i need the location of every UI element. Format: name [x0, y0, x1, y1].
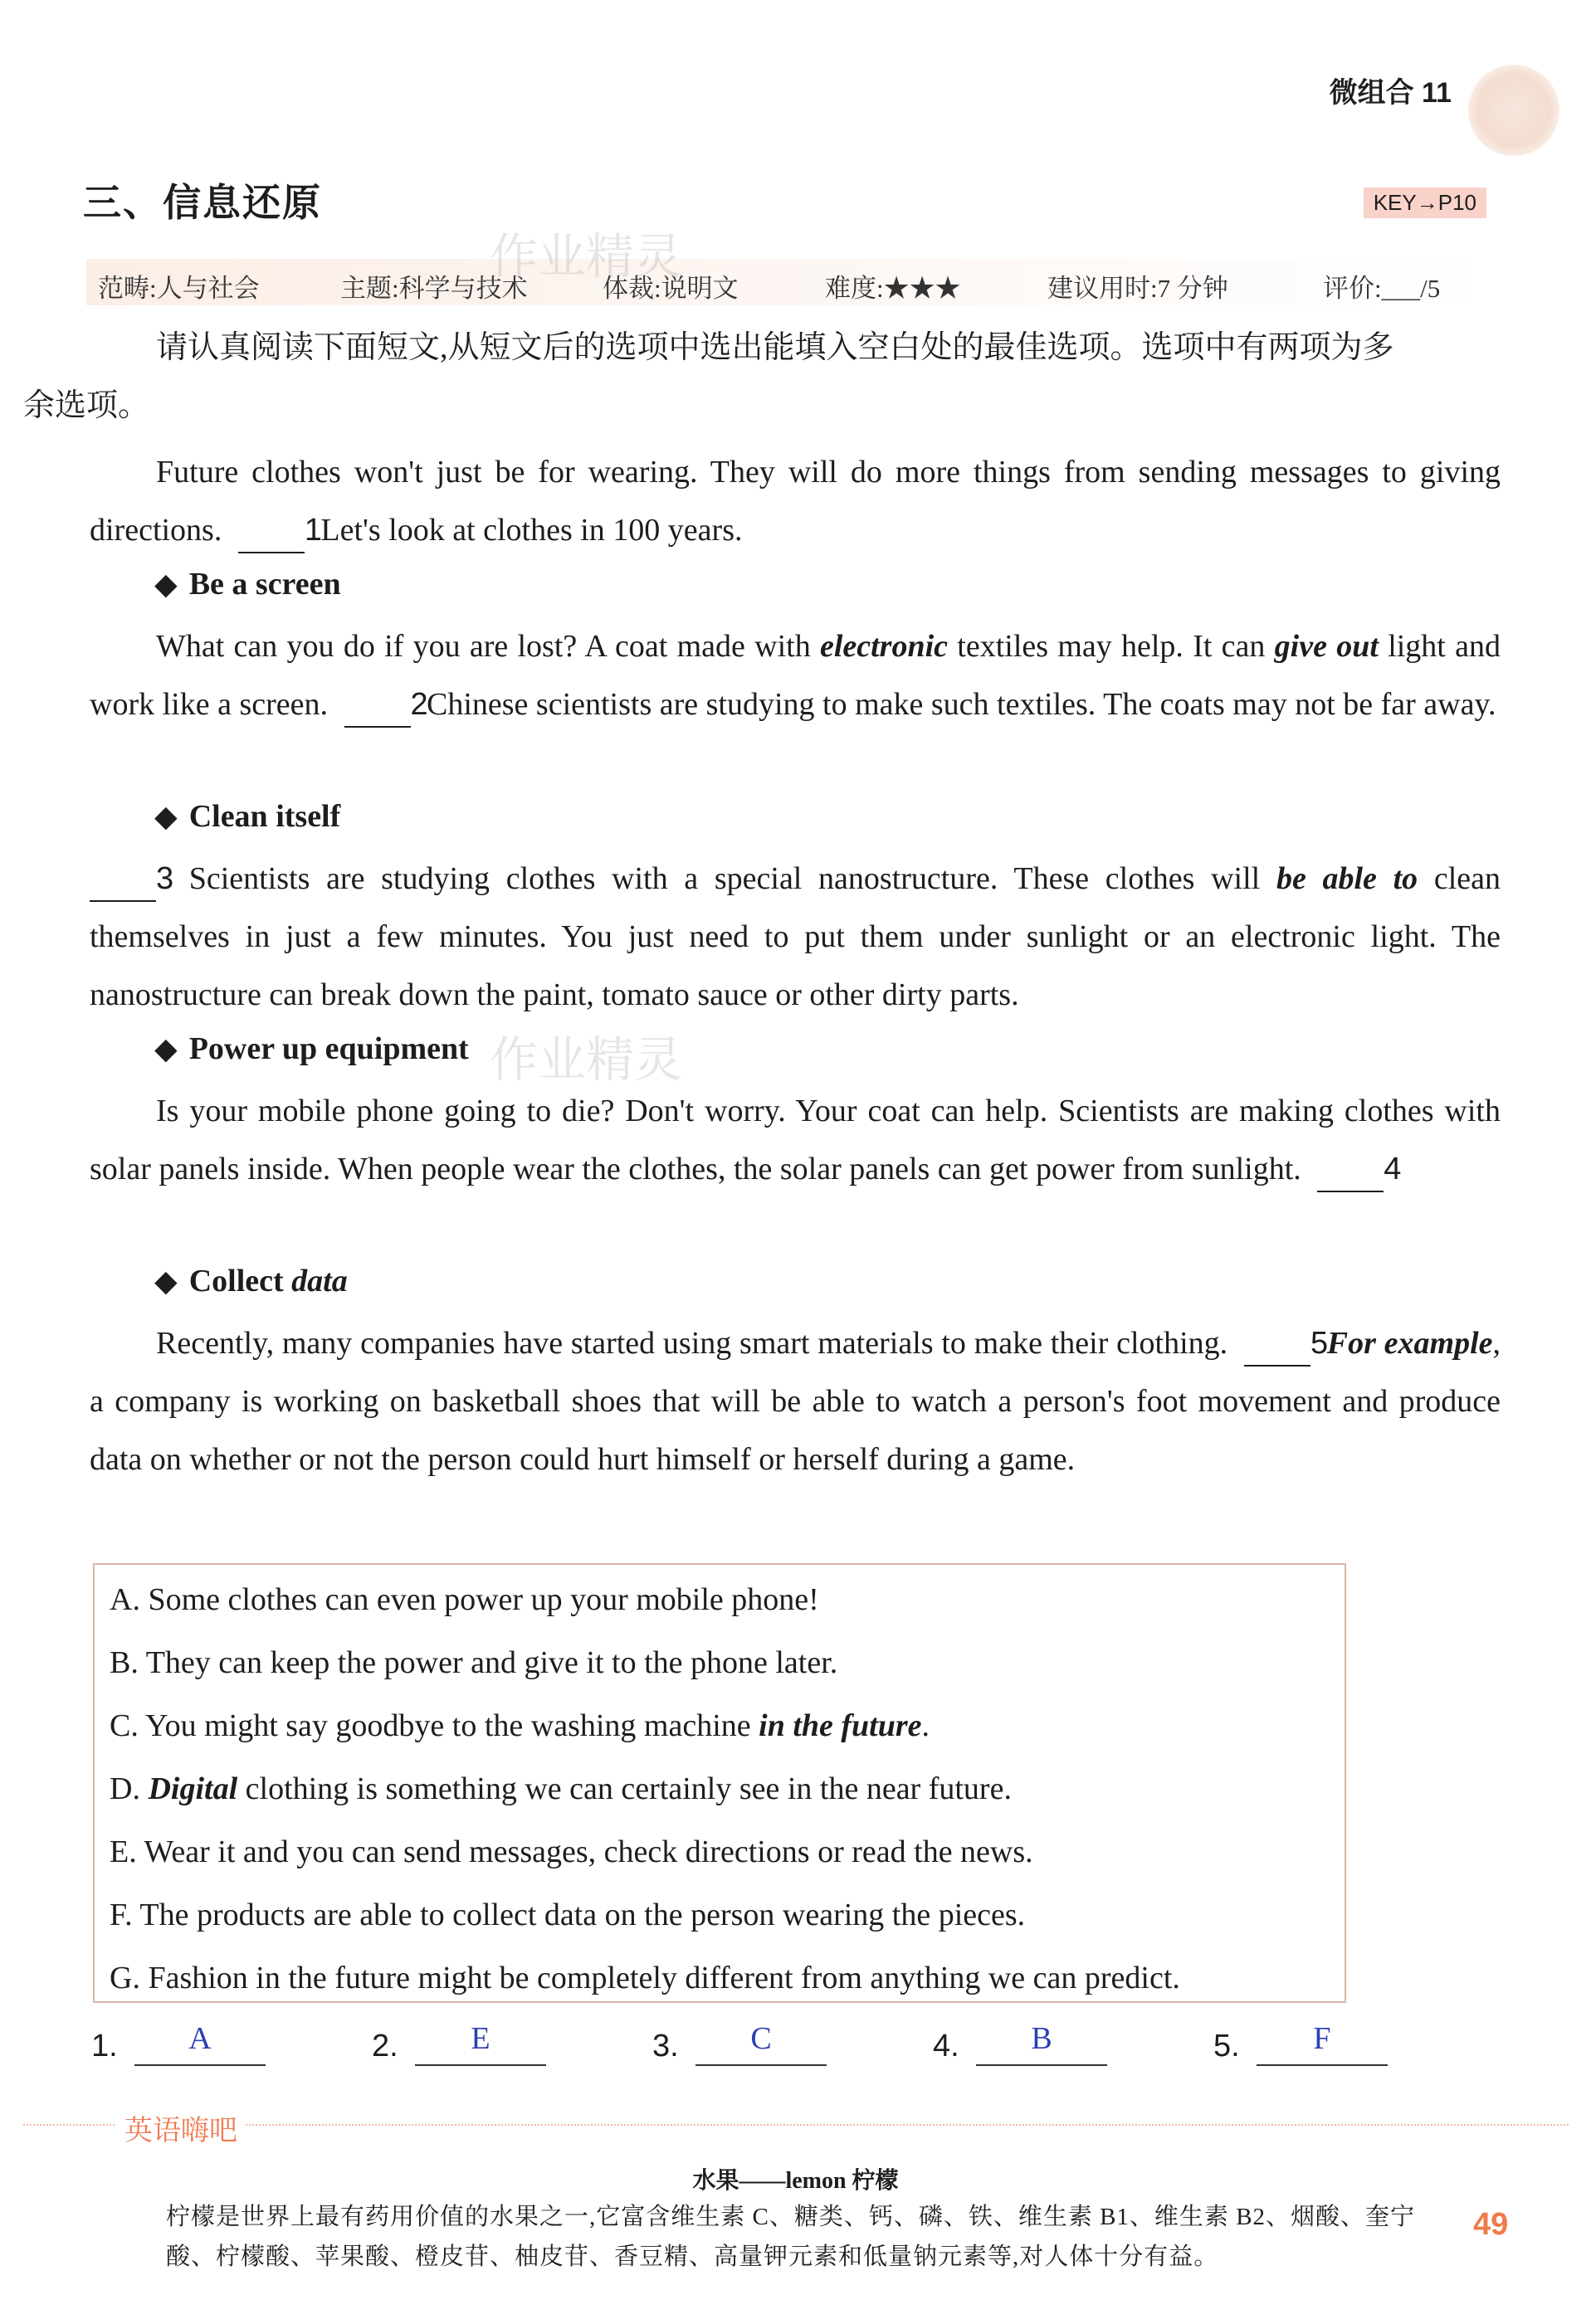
instructions-line2: 余选项。	[23, 388, 150, 423]
para-text: Recently, many companies have started using smart materials to make their clothing.	[156, 1326, 1228, 1361]
para-text: Is your mobile phone going to die? Don't worry. Your coat can help. Scientists are making clothes with solar panels inside. When people wear the clothes, the solar panels can get power from sunlight.	[90, 1094, 1501, 1186]
option-letter: F.	[110, 1898, 133, 1932]
answer-line	[695, 2064, 827, 2066]
para-text: What can you do if you are lost? A coat made with	[156, 629, 811, 664]
section-heading	[154, 1263, 348, 1299]
para-text: , a company is working on basketball shoes that will be able to watch a person's foot movement and produce data on whether or not the person could hurt himself or herself during a game.	[90, 1326, 1501, 1477]
answer-line	[415, 2064, 546, 2066]
page-number: 49	[1473, 2207, 1509, 2242]
watermark: 作业精灵	[490, 230, 683, 284]
option-text: clothing is something we can certainly see in the near future.	[245, 1771, 1012, 1806]
para-text: textiles may help. It can	[957, 629, 1266, 664]
section-heading	[154, 566, 341, 602]
option-letter: C.	[110, 1708, 139, 1743]
answer-line	[134, 2064, 266, 2066]
answer-value[interactable]: B	[1031, 2021, 1052, 2056]
option-d	[110, 1771, 1012, 1807]
paragraph-power	[90, 1082, 1501, 1198]
para-text: Chinese scientists are studying to make such textiles. The coats may not be far away.	[427, 687, 1496, 722]
diamond-bullet-icon: ◆	[154, 1264, 178, 1298]
meta-score: 评价:___/5	[1323, 274, 1441, 303]
meta-theme: 主题:科学与技术	[340, 274, 528, 303]
paragraph-clean	[90, 850, 1501, 1024]
heading-text: Collect	[188, 1264, 284, 1298]
option-b	[110, 1644, 837, 1681]
answer-value[interactable]: F	[1313, 2021, 1331, 2056]
option-text: Fashion in the future might be completely different from anything we can predict.	[148, 1961, 1180, 1995]
blank-4: 4	[1317, 1147, 1384, 1192]
emphasis-term: electronic	[819, 629, 949, 664]
section-heading	[154, 798, 340, 835]
para-text: clean themselves in just a few minutes. You just need to put them under sunlight or an electronic light. The nanostructure can break down the paint, tomato sauce or other dirty parts.	[90, 861, 1501, 1012]
paragraph-data	[90, 1314, 1501, 1488]
heading-text-italic: data	[291, 1264, 348, 1298]
fruit-title: 水果——lemon 柠檬	[692, 2168, 899, 2194]
option-g	[110, 1960, 1180, 1996]
para-text: Let's look at clothes in 100 years.	[320, 513, 743, 548]
section-title: 三、信息还原	[83, 182, 322, 224]
option-text: They can keep the power and give it to the phone later.	[145, 1645, 838, 1680]
option-text: Some clothes can even power up your mobile phone!	[148, 1582, 819, 1617]
answer-value[interactable]: E	[471, 2021, 490, 2056]
option-letter: G.	[110, 1961, 140, 1995]
para-text: Future clothes won't just be for wearing. They will do more things from sending messages to giving directions.	[90, 455, 1501, 548]
heading-text: Power up equipment	[188, 1031, 469, 1066]
heading-text: Be a screen	[188, 567, 341, 602]
para-text: light and work like a screen.	[90, 629, 1501, 722]
header-decoration	[1468, 65, 1559, 156]
answer-number: 3.	[652, 2029, 679, 2063]
diamond-bullet-icon: ◆	[154, 568, 178, 601]
group-label: 微组合 11	[1329, 77, 1452, 109]
answer-number: 2.	[372, 2029, 398, 2063]
paragraph-screen	[90, 617, 1501, 733]
para-text: Scientists are studying clothes with a special nanostructure. These clothes will	[188, 861, 1261, 896]
emphasis-term: give out	[1274, 629, 1379, 664]
option-emphasis: in the future	[759, 1708, 922, 1743]
answer-number: 1.	[91, 2029, 118, 2063]
answer-number: 5.	[1213, 2029, 1240, 2063]
diamond-bullet-icon: ◆	[154, 800, 178, 833]
fruit-description: 柠檬是世界上最有药用价值的水果之一,它富含维生素 C、糖类、钙、磷、铁、维生素 B1、维生素 B2、烟酸、奎宁酸、柠檬酸、苹果酸、橙皮苷、柚皮苷、香豆精、高量钾元素和低量钠元素等,对人体十分有益。	[166, 2204, 1416, 2270]
footer-brand: 英语嗨吧	[116, 2107, 246, 2148]
option-emphasis: Digital	[148, 1771, 238, 1806]
meta-time: 建议用时:7 分钟	[1047, 274, 1228, 303]
section-heading	[154, 1030, 469, 1067]
blank-1: 1	[238, 509, 305, 553]
option-c	[110, 1708, 930, 1744]
paragraph-intro	[90, 443, 1501, 559]
meta-difficulty: 难度:★★★	[825, 274, 961, 303]
blank-3: 3	[90, 857, 156, 902]
option-text: Wear it and you can send messages, check directions or read the news.	[144, 1834, 1033, 1869]
answer-number: 4.	[933, 2029, 959, 2063]
option-letter: A.	[110, 1582, 140, 1617]
instructions	[23, 319, 1501, 435]
meta-genre: 体裁:说明文	[603, 274, 739, 303]
option-f	[110, 1897, 1025, 1933]
option-e	[110, 1834, 1033, 1870]
answer-line	[1257, 2064, 1388, 2066]
option-letter: E.	[110, 1834, 137, 1869]
watermark: 作业精灵	[490, 1033, 683, 1087]
blank-2: 2	[344, 683, 411, 728]
answer-key-badge: KEY→P10	[1364, 188, 1486, 218]
heading-text: Clean itself	[188, 799, 341, 834]
option-text: The products are able to collect data on the person wearing the pieces.	[139, 1898, 1026, 1932]
diamond-bullet-icon: ◆	[154, 1032, 178, 1065]
option-text: .	[921, 1708, 930, 1743]
meta-category: 范畴:人与社会	[98, 274, 260, 303]
instructions-line1: 请认真阅读下面短文,从短文后的选项中选出能填入空白处的最佳选项。选项中有两项为多	[156, 330, 1394, 365]
footer-divider	[23, 2124, 1569, 2126]
answer-value[interactable]: C	[750, 2021, 772, 2056]
option-a	[110, 1581, 819, 1618]
meta-row	[86, 259, 1497, 305]
emphasis-term: For example	[1326, 1326, 1493, 1361]
blank-5: 5	[1244, 1322, 1310, 1367]
answer-line	[976, 2064, 1107, 2066]
option-letter: D.	[110, 1771, 140, 1806]
emphasis-term: be able to	[1276, 861, 1418, 896]
answer-value[interactable]: A	[188, 2021, 212, 2056]
option-text: You might say goodbye to the washing machine	[144, 1708, 751, 1743]
option-letter: B.	[110, 1645, 139, 1680]
